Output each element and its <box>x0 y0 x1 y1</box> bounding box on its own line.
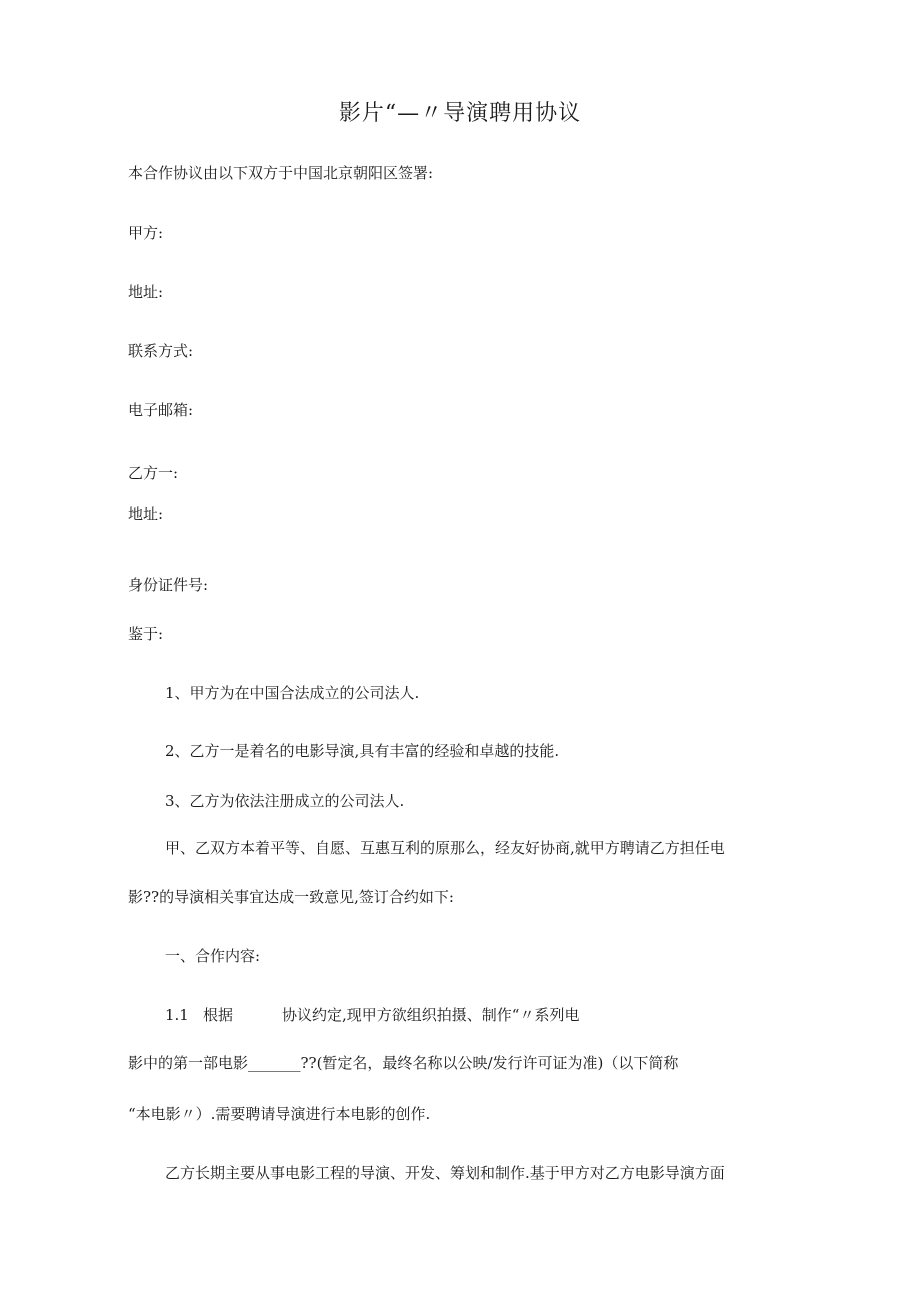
party-a-contact-label: 联系方式: <box>128 342 194 360</box>
clause-1-1-number: 1.1 <box>165 1006 189 1024</box>
party-a-address-label: 地址: <box>128 283 164 301</box>
document-title: 影片“—〃导演聘用协议 <box>338 101 582 126</box>
whereas-label: 鉴于: <box>128 625 164 643</box>
whereas-item: 1、甲方为在中国合法成立的公司法人. <box>165 684 420 702</box>
intro-line: 本合作协议由以下双方于中国北京朝阳区签署: <box>128 164 434 182</box>
party-b-address-label: 地址: <box>128 505 164 523</box>
party-a-label: 甲方: <box>128 224 164 242</box>
clause-1-1-line-2: 影中的第一部电影_______??(暂定名，最终名称以公映/发行许可证为准)（以下简称 <box>128 1054 679 1072</box>
preamble-line-1: 甲、乙双方本着平等、自愿、互惠互利的原那么，经友好协商,就甲方聘请乙方担任电 <box>165 839 725 857</box>
whereas-item: 2、乙方一是着名的电影导演,具有丰富的经验和卓越的技能. <box>165 742 560 760</box>
clause-1-1-text: 协议约定,现甲方欲组织拍摄、制作“〃系列电 <box>282 1006 580 1024</box>
section-1-paragraph: 乙方长期主要从事电影工程的导演、开发、筹划和制作.基于甲方对乙方电影导演方面 <box>165 1164 725 1182</box>
party-a-email-label: 电子邮箱: <box>128 401 194 419</box>
whereas-item: 3、乙方为依法注册成立的公司法人. <box>165 792 405 810</box>
clause-1-1-word: 根据 <box>203 1006 234 1024</box>
party-b-id-label: 身份证件号: <box>128 576 209 594</box>
preamble-line-2: 影??的导演相关事宜达成一致意见,签订合约如下: <box>128 888 454 906</box>
party-b-label: 乙方一: <box>128 464 179 482</box>
section-1-heading: 一、合作内容: <box>165 947 261 965</box>
clause-1-1-line-3: “本电影〃）.需要聘请导演进行本电影的创作. <box>128 1105 431 1123</box>
